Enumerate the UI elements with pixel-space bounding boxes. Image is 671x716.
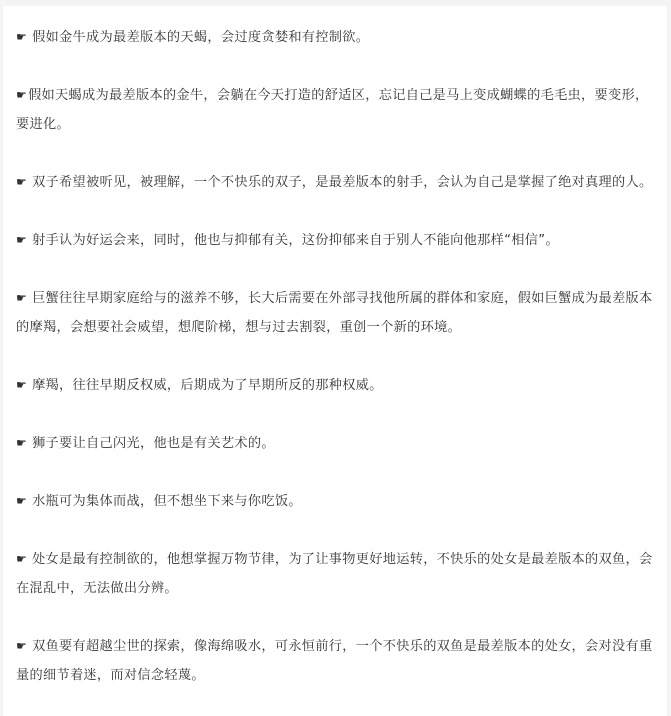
- paragraph-text: 水瓶可为集体而战，但不想坐下来与你吃饭。: [32, 494, 302, 509]
- paragraph-capricorn: [16, 371, 654, 400]
- pointing-hand-icon: ☛: [16, 552, 28, 566]
- paragraph-text: 双鱼要有超越尘世的探索，像海绵吸水，可永恒前行，一个不快乐的双鱼是最差版本的处女，会对没有重量的细节着迷，而对信念轻蔑。: [16, 639, 653, 683]
- paragraph-text: 摩羯，往往早期反权威，后期成为了早期所反的那种权威。: [32, 378, 383, 393]
- pointing-hand-icon: ☛: [16, 30, 28, 44]
- paragraph-text: 处女是最有控制欲的，他想掌握万物节律，为了让事物更好地运转，不快乐的处女是最差版本的双鱼，会在混乱中，无法做出分辨。: [16, 552, 653, 596]
- paragraph-text: 巨蟹往往早期家庭给与的滋养不够，长大后需要在外部寻找他所属的群体和家庭，假如巨蟹成为最差版本的摩羯，会想要社会威望，想爬阶梯，想与过去割裂，重创一个新的环境。: [16, 291, 653, 335]
- pointing-hand-icon: ☛: [16, 494, 28, 508]
- paragraph-text: 假如金牛成为最差版本的天蝎，会过度贪婪和有控制欲。: [32, 30, 370, 45]
- pointing-hand-icon: ☛: [16, 88, 28, 102]
- paragraph-pisces: [16, 632, 654, 690]
- paragraph-virgo: [16, 545, 654, 603]
- paragraph-text: 双子希望被听见，被理解，一个不快乐的双子，是最差版本的射手，会认为自己是掌握了绝对真理的人。: [32, 175, 653, 190]
- paragraph-scorpio: [16, 81, 654, 139]
- paragraph-cancer: [16, 284, 654, 342]
- pointing-hand-icon: ☛: [16, 175, 28, 189]
- paragraph-gemini: [16, 168, 654, 197]
- paragraph-text: 假如天蝎成为最差版本的金牛，会躺在今天打造的舒适区，忘记自己是马上变成蝴蝶的毛毛虫，要变形，要进化。: [16, 88, 649, 132]
- paragraph-leo: [16, 429, 654, 458]
- pointing-hand-icon: ☛: [16, 378, 28, 392]
- paragraph-taurus: [16, 23, 654, 52]
- pointing-hand-icon: ☛: [16, 291, 28, 305]
- paragraph-text: 射手认为好运会来，同时，他也与抑郁有关，这份抑郁来自于别人不能向他那样“相信”。: [32, 233, 559, 248]
- pointing-hand-icon: ☛: [16, 639, 28, 653]
- paragraph-sagittarius: [16, 226, 654, 255]
- pointing-hand-icon: ☛: [16, 436, 28, 450]
- article-body: [3, 6, 667, 716]
- paragraph-aquarius: [16, 487, 654, 516]
- paragraph-text: 狮子要让自己闪光，他也是有关艺术的。: [32, 436, 275, 451]
- pointing-hand-icon: ☛: [16, 233, 28, 247]
